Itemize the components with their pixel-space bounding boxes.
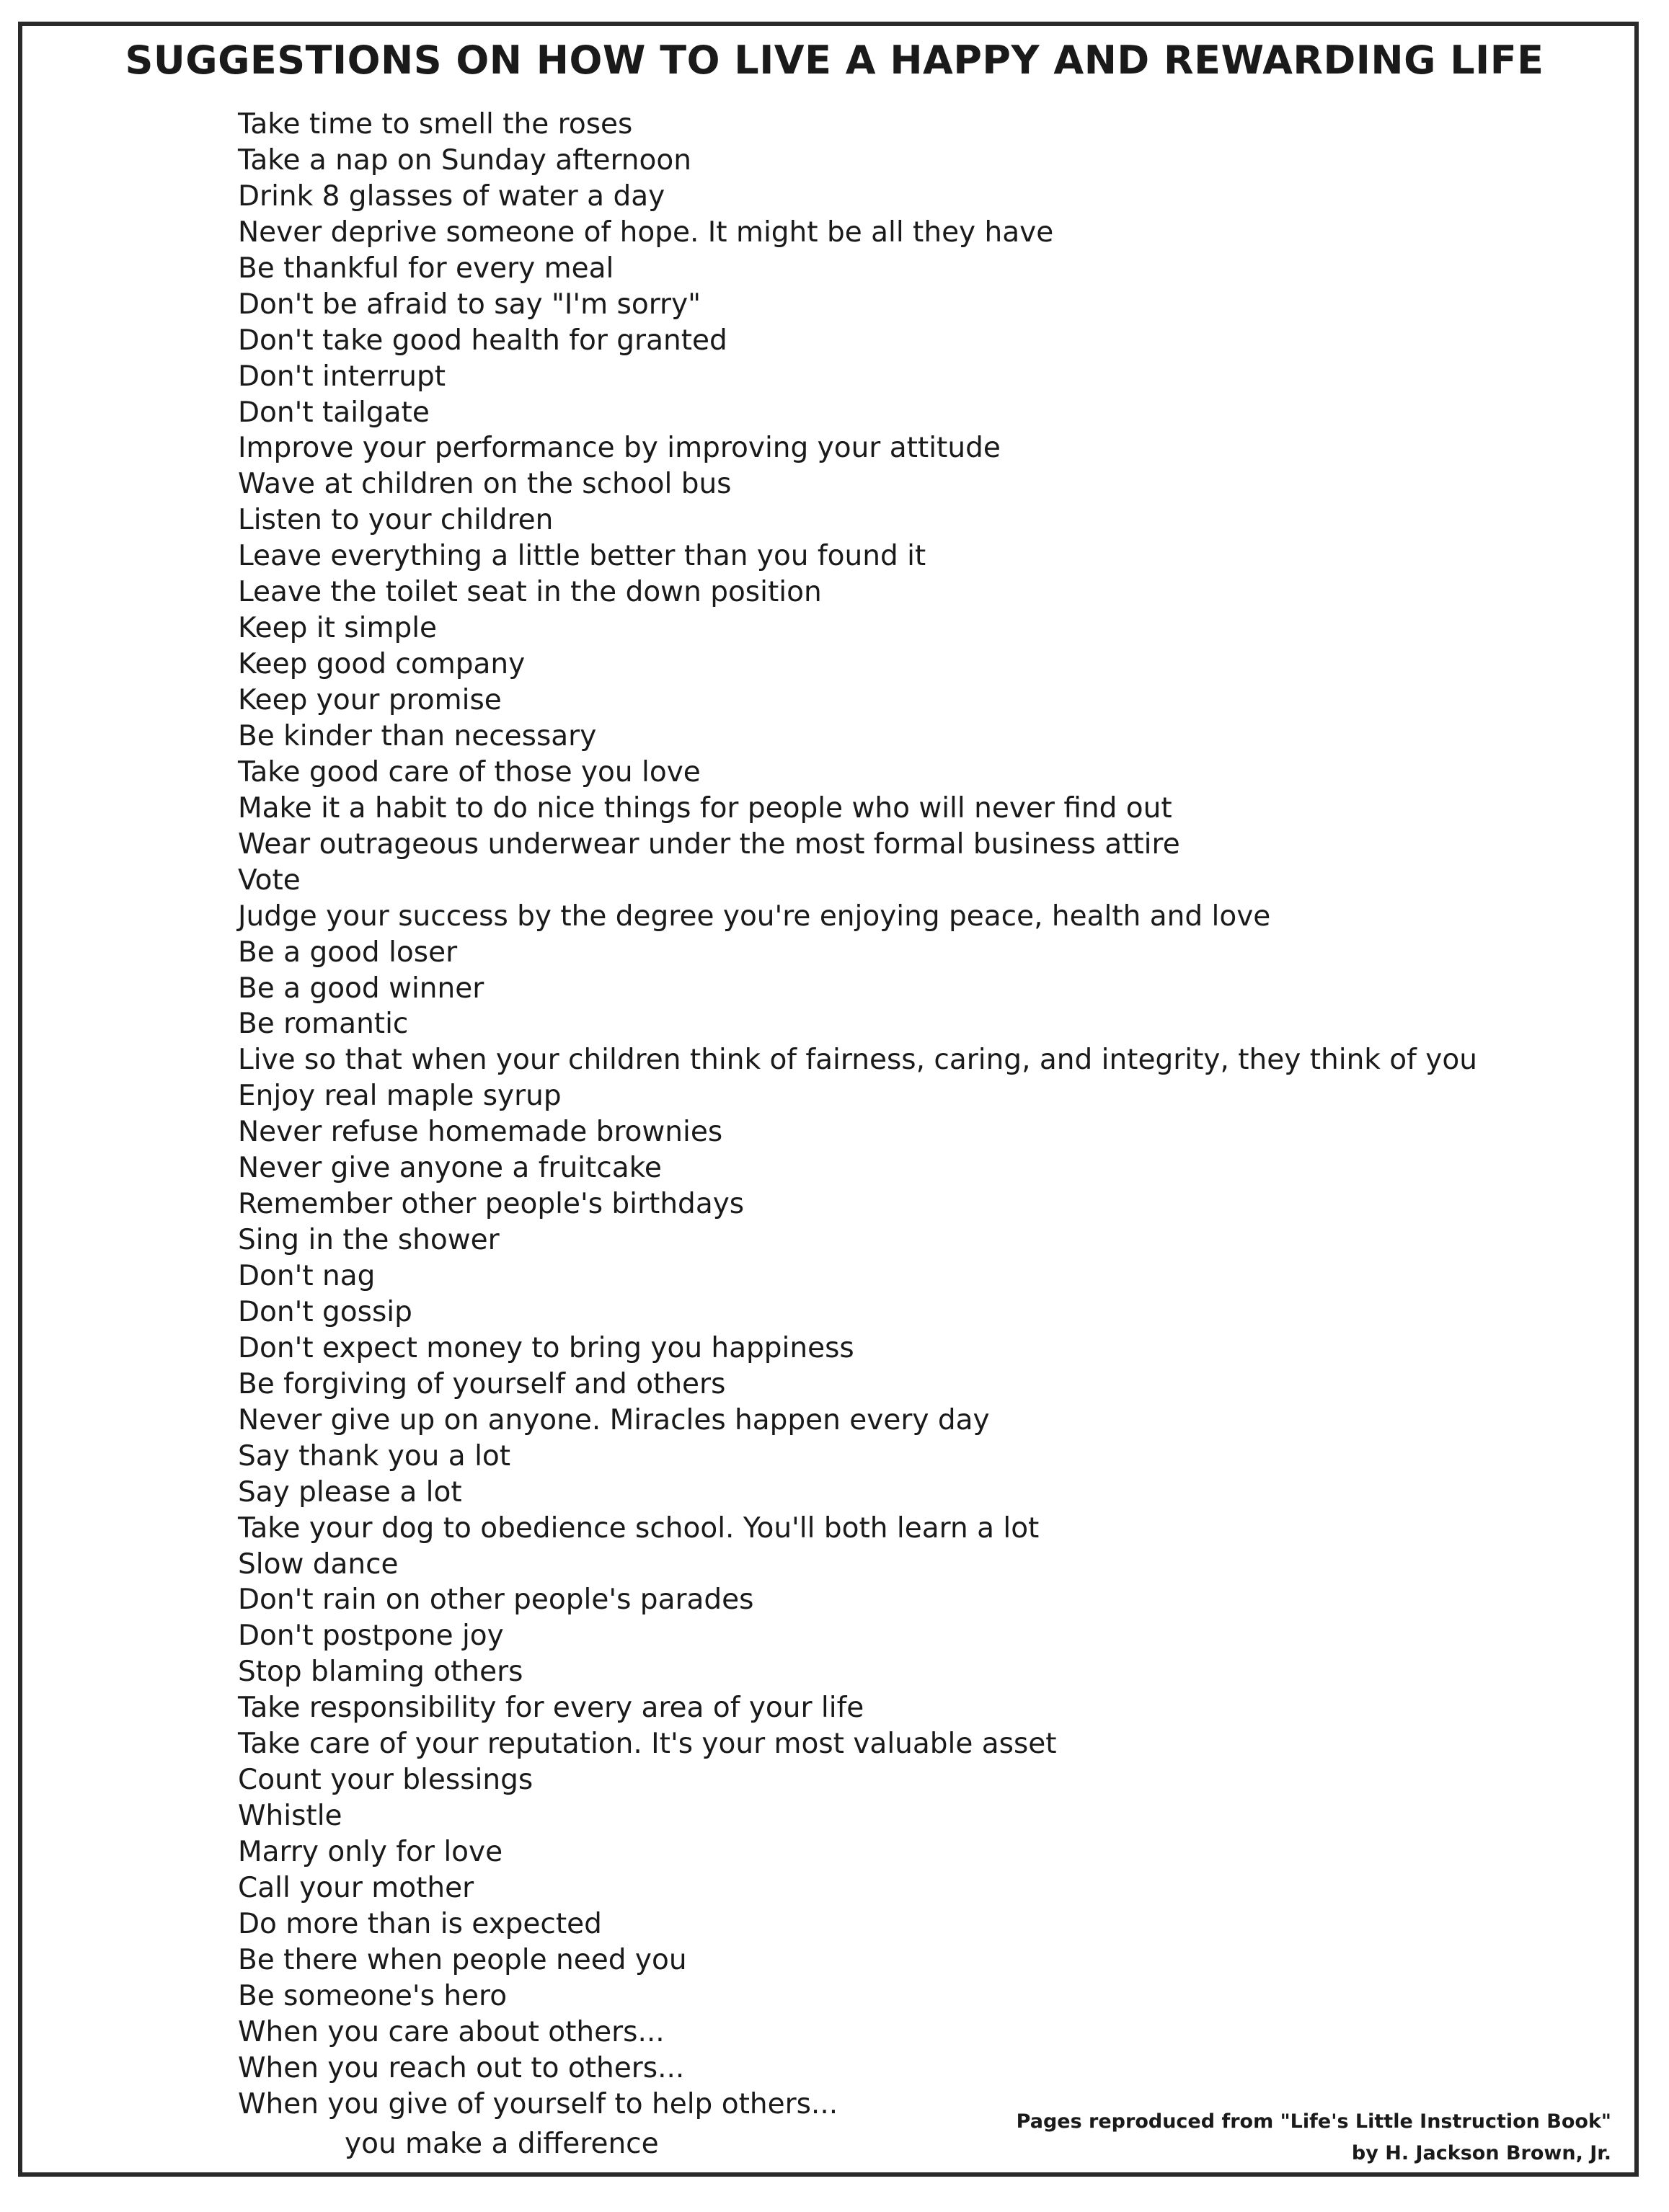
suggestion-item: Never give up on anyone. Miracles happen every day [238,1403,990,1436]
source-credit [1017,2106,1611,2169]
suggestion-item: Don't take good health for granted [238,324,727,357]
suggestion-item: Leave the toilet seat in the down position [238,576,822,609]
suggestion-item: Be a good loser [238,936,458,969]
suggestion-item: Judge your success by the degree you're enjoying peace, health and love [238,900,1271,933]
suggestion-item: When you care about others... [238,2015,665,2048]
suggestion-item: Be someone's hero [238,1979,508,2012]
suggestion-item: Keep your promise [238,684,502,716]
page-title: SUGGESTIONS ON HOW TO LIVE A HAPPY AND REWARDING LIFE [125,37,1544,83]
suggestion-item: Never deprive someone of hope. It might be all they have [238,216,1054,249]
suggestion-item: Stop blaming others [238,1656,523,1689]
suggestion-item: Take time to smell the roses [238,108,633,141]
suggestion-item: Slow dance [238,1547,399,1581]
suggestion-item: Do more than is expected [238,1907,602,1940]
suggestion-item: Be a good winner [238,972,484,1005]
suggestion-item: Sing in the shower [238,1224,500,1257]
suggestion-item: Be kinder than necessary [238,719,597,752]
closing-line: you make a difference [345,2128,659,2160]
suggestion-item: Don't nag [238,1260,376,1292]
suggestion-item: Be thankful for every meal [238,252,614,285]
suggestion-item: Leave everything a little better than you found it [238,540,926,573]
suggestion-item: Don't be afraid to say "I'm sorry" [238,288,701,321]
suggestion-item: When you reach out to others... [238,2051,685,2084]
credit-author: by H. Jackson Brown, Jr. [1351,2142,1611,2164]
suggestion-item: Count your blessings [238,1764,534,1797]
suggestion-item: Never refuse homemade brownies [238,1116,723,1149]
suggestion-item: Keep good company [238,648,526,681]
suggestion-item: Marry only for love [238,1836,503,1868]
suggestion-item: Improve your performance by improving your attitude [238,432,1001,465]
suggestion-item: Say please a lot [238,1475,462,1509]
suggestion-item: Whistle [238,1800,342,1833]
suggestion-item: Take care of your reputation. It's your most valuable asset [238,1728,1057,1761]
suggestion-item: Don't gossip [238,1295,412,1328]
suggestion-item: Take your dog to obedience school. You'll both learn a lot [238,1511,1040,1545]
suggestion-item: Wear outrageous underwear under the most formal business attire [238,827,1180,861]
suggestion-item: Say thank you a lot [238,1439,511,1473]
suggestion-item: Don't postpone joy [238,1620,504,1653]
suggestion-item: Be forgiving of yourself and others [238,1367,726,1400]
suggestion-item: Take a nap on Sunday afternoon [238,143,691,177]
suggestion-item: Be there when people need you [238,1943,687,1976]
suggestion-item: Never give anyone a fruitcake [238,1152,662,1185]
suggestion-item: When you give of yourself to help others... [238,2087,838,2120]
suggestion-item: Listen to your children [238,504,554,537]
suggestion-item: Don't tailgate [238,396,430,429]
suggestion-item: Wave at children on the school bus [238,468,732,501]
suggestion-item: Remember other people's birthdays [238,1188,745,1221]
credit-source: Pages reproduced from "Life's Little Instruction Book" [1016,2110,1611,2133]
suggestion-item: Vote [238,863,301,897]
suggestion-item: Take responsibility for every area of your life [238,1692,864,1725]
suggestion-item: Enjoy real maple syrup [238,1080,562,1113]
suggestion-item: Call your mother [238,1871,474,1904]
suggestion-item: Don't expect money to bring you happiness [238,1331,854,1364]
suggestion-item: Take good care of those you love [238,755,701,789]
suggestion-item: Be romantic [238,1008,409,1041]
suggestion-item: Live so that when your children think of fairness, caring, and integrity, they think of you [238,1044,1477,1077]
suggestion-item: Make it a habit to do nice things for people who will never find out [238,791,1172,825]
suggestion-item: Drink 8 glasses of water a day [238,179,665,213]
suggestion-list [238,107,1477,2123]
suggestion-item: Keep it simple [238,612,438,645]
suggestion-item: Don't interrupt [238,360,446,393]
suggestion-item: Don't rain on other people's parades [238,1584,754,1617]
